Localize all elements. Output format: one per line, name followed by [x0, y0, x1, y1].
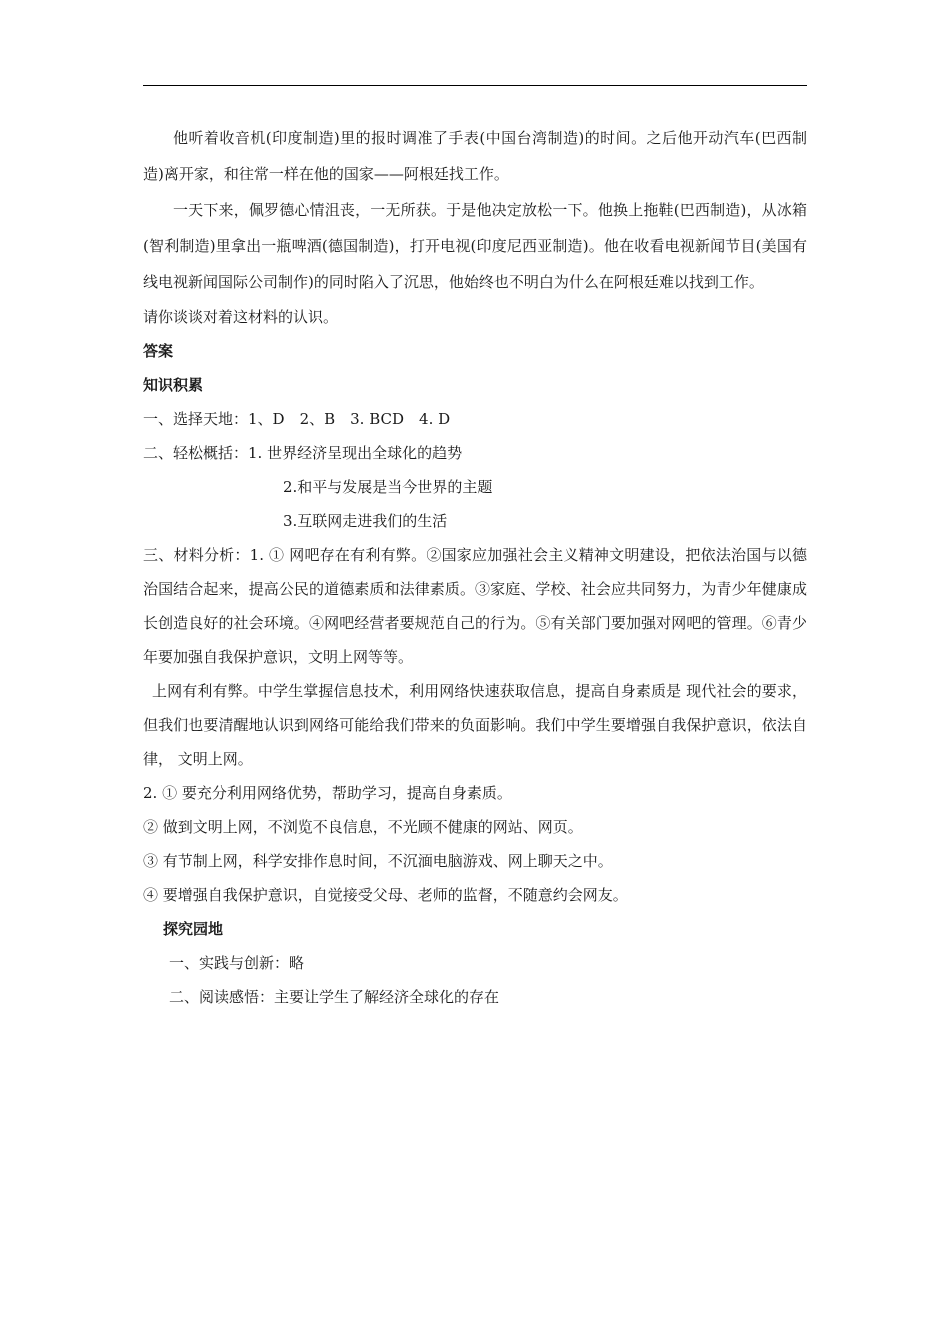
explore-item-1: 一、实践与创新：略 — [169, 954, 305, 972]
summary-item-2: 2.和平与发展是当今世界的主题 — [283, 478, 493, 496]
answer-heading: 答案 — [143, 342, 174, 360]
analysis-paragraph-1: 三、材料分析：1. ① 网吧存在有利有弊。②国家应加强社会主义精神文明建设，把依法治国与以德治国结合起来，提高公民的道德素质和法律素质。③家庭、学校、社会应共同努力，为青少年健康成长创造良好的社会环境。④网吧经营者要规范自己的行为。⑤有关部门要加强对网吧的管理。⑥青少年要加强自我保护意识，文明上网等等。 — [143, 546, 807, 666]
explore-heading: 探究园地 — [163, 920, 224, 938]
explore-item-2: 二、阅读感悟：主要让学生了解经济全球化的存在 — [169, 988, 500, 1006]
story-question: 请你谈谈对着这材料的认识。 — [143, 308, 339, 326]
q2-item-4: ④ 要增强自我保护意识，自觉接受父母、老师的监督，不随意约会网友。 — [143, 886, 628, 904]
q2-item-1: 2. ① 要充分利用网络优势，帮助学习，提高自身素质。 — [143, 784, 512, 802]
q2-item-2: ② 做到文明上网，不浏览不良信息，不光顾不健康的网站、网页。 — [143, 818, 583, 836]
story-paragraph-2: 一天下来，佩罗德心情沮丧，一无所获。于是他决定放松一下。他换上拖鞋(巴西制造)，从冰箱(智利制造)里拿出一瓶啤酒(德国制造)，打开电视(印度尼西亚制造)。他在收看电视新闻节目(美国有线电视新闻国际公司制作)的同时陷入了沉思，他始终也不明白为什么在阿根廷难以找到工作。 — [143, 201, 807, 291]
q2-item-3: ③ 有节制上网，科学安排作息时间，不沉湎电脑游戏、网上聊天之中。 — [143, 852, 613, 870]
knowledge-heading: 知识积累 — [143, 376, 204, 394]
summary-item-3: 3.互联网走进我们的生活 — [283, 512, 448, 530]
analysis-paragraph-2: 上网有利有弊。中学生掌握信息技术，利用网络快速获取信息，提高自身素质是 现代社会的要求，但我们也要清醒地认识到网络可能给我们带来的负面影响。我们中学生要增强自我保护意识，依法自律， 文明上网。 — [143, 682, 807, 768]
header-rule — [143, 85, 807, 86]
document-body — [143, 120, 807, 1014]
summary-item-1: 二、轻松概括：1. 世界经济呈现出全球化的趋势 — [143, 444, 463, 462]
story-paragraph-1: 他听着收音机(印度制造)里的报时调准了手表(中国台湾制造)的时间。之后他开动汽车(巴西制造)离开家，和往常一样在他的国家——阿根廷找工作。 — [143, 129, 807, 183]
choice-answers: 一、选择天地：1、D 2、B 3. BCD 4. D — [143, 410, 451, 428]
